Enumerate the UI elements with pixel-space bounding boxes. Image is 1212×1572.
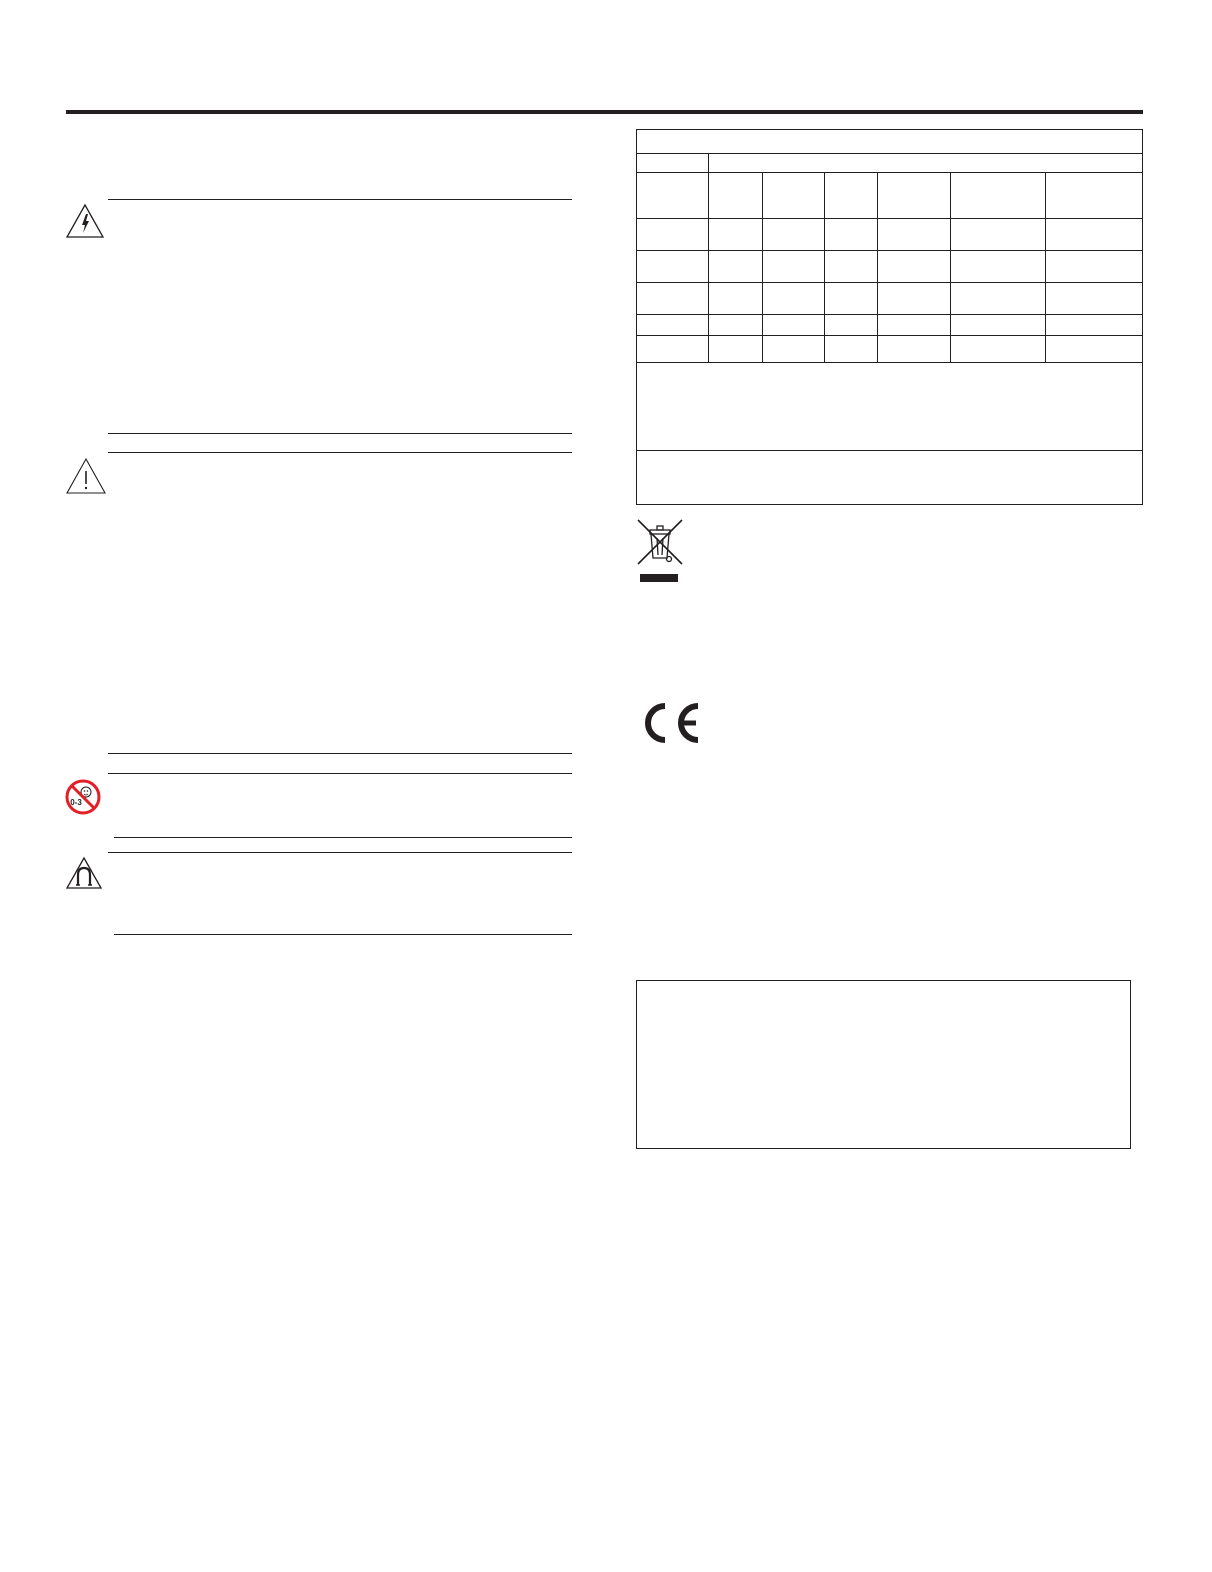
- electric-shock-warning-icon: [65, 203, 105, 239]
- table-col-divider: [950, 172, 951, 362]
- table-col-divider: [824, 172, 825, 362]
- warning-rule-bottom: [108, 753, 572, 754]
- table-row-divider: [636, 314, 1143, 315]
- table-row-divider: [636, 450, 1143, 451]
- table-row-divider: [636, 250, 1143, 251]
- table-row-divider: [636, 362, 1143, 363]
- not-for-children-icon: [64, 778, 102, 816]
- table-row-divider: [636, 172, 1143, 173]
- table-row-divider: [636, 282, 1143, 283]
- table-row-divider: [636, 153, 1143, 154]
- table-title: [640, 133, 1140, 151]
- warning-rule-top: [108, 452, 572, 453]
- exclamation-warning-icon: [65, 457, 107, 495]
- substance-table: [636, 129, 1143, 505]
- table-row-divider: [636, 218, 1143, 219]
- table-row-divider: [636, 335, 1143, 336]
- warning-rule-top: [108, 199, 572, 200]
- warning-rule-top: [108, 852, 572, 853]
- table-col-divider: [877, 172, 878, 362]
- ce-mark-icon: [638, 701, 702, 745]
- header-rule: [66, 110, 1143, 114]
- warning-rule-bottom: [114, 934, 572, 935]
- table-col-divider: [708, 153, 709, 362]
- warning-rule-bottom: [114, 837, 572, 838]
- table-col-divider: [1045, 172, 1046, 362]
- age-range-label: 0-3: [70, 798, 82, 807]
- warning-rule-bottom: [108, 433, 572, 434]
- weee-bin-icon: [636, 518, 684, 586]
- info-box: [636, 980, 1131, 1149]
- table-col-divider: [762, 172, 763, 362]
- warning-rule-top: [108, 773, 572, 774]
- magnet-warning-icon: [65, 856, 103, 890]
